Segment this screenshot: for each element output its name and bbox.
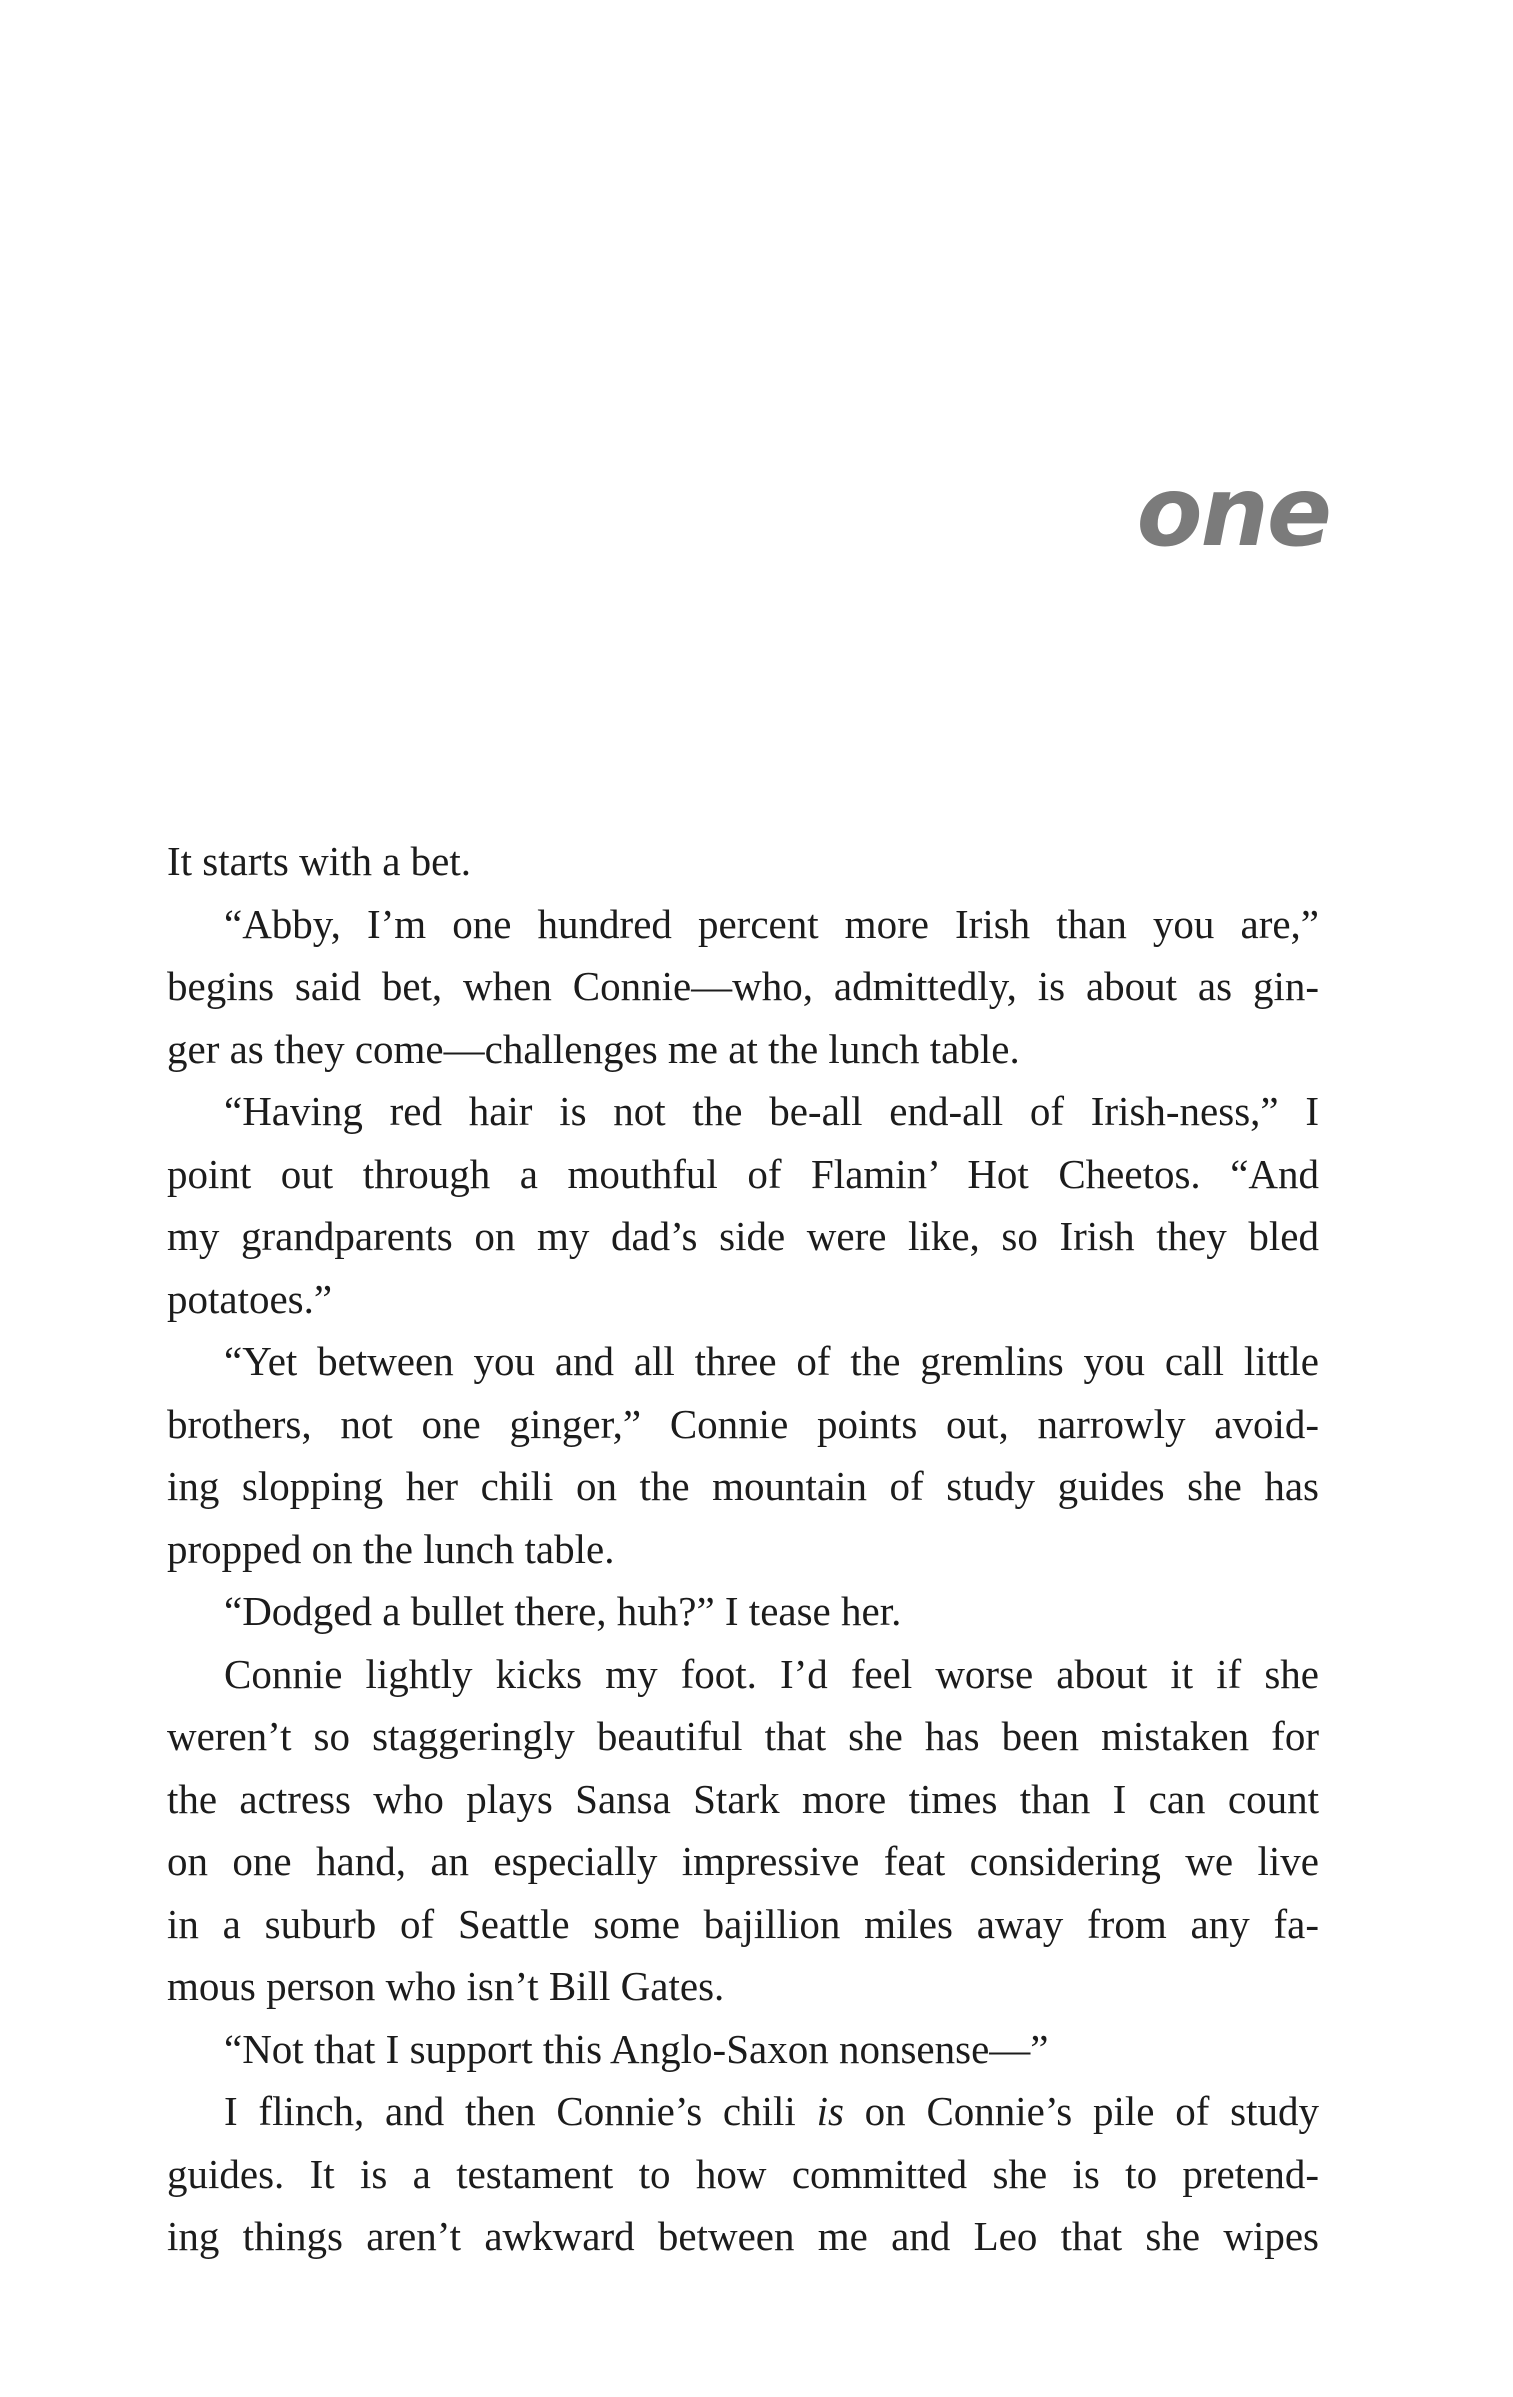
text-line: “Not that I support this Anglo-Saxon nonsense—” [224,2025,1049,2072]
text-line: on one hand, an especially impressive feat considering we live [167,1838,1319,1884]
text-line: “Dodged a bullet there, huh?” I tease her. [224,1588,902,1634]
text-line: potatoes.” [167,1275,333,1322]
text-line: in a suburb of Seattle some bajillion miles away from any fa- [167,1900,1319,1947]
body-text [167,830,1319,2268]
text-line: ing slopping her chili on the mountain of study guides she has [167,1463,1319,1509]
text-line: my grandparents on my dad’s side were like, so Irish they bled [167,1213,1319,1259]
text-line: propped on the lunch table. [167,1525,615,1572]
text-line: It starts with a bet. [167,838,472,884]
text-line: “Yet between you and all three of the gremlins you call little [224,1338,1319,1384]
text-line: guides. It is a testament to how committed she is to pretend- [167,2150,1319,2197]
text-line: “Having red hair is not the be-all end-all of Irish-ness,” I [224,1088,1319,1134]
text-line: “Abby, I’m one hundred percent more Irish than you are,” [224,900,1319,947]
text-line: begins said bet, when Connie—who, admittedly, is about as gin- [167,963,1319,1009]
text-line: weren’t so staggeringly beautiful that she has been mistaken for [167,1713,1319,1759]
text-line: mous person who isn’t Bill Gates. [167,1963,725,2009]
text-line: I flinch, and then Connie’s chili is on Connie’s pile of study [224,2088,1319,2134]
text-line: ing things aren’t awkward between me and Leo that she wipes [167,2213,1319,2259]
text-line: ger as they come—challenges me at the lunch table. [167,1025,1020,1072]
text-line: the actress who plays Sansa Stark more times than I can count [167,1775,1319,1822]
text-line: brothers, not one ginger,” Connie points out, narrowly avoid- [167,1400,1319,1447]
chapter-heading: one [1136,456,1330,568]
text-line: point out through a mouthful of Flamin’ Hot Cheetos. “And [167,1150,1319,1197]
text-line: Connie lightly kicks my foot. I’d feel worse about it if she [224,1650,1319,1697]
